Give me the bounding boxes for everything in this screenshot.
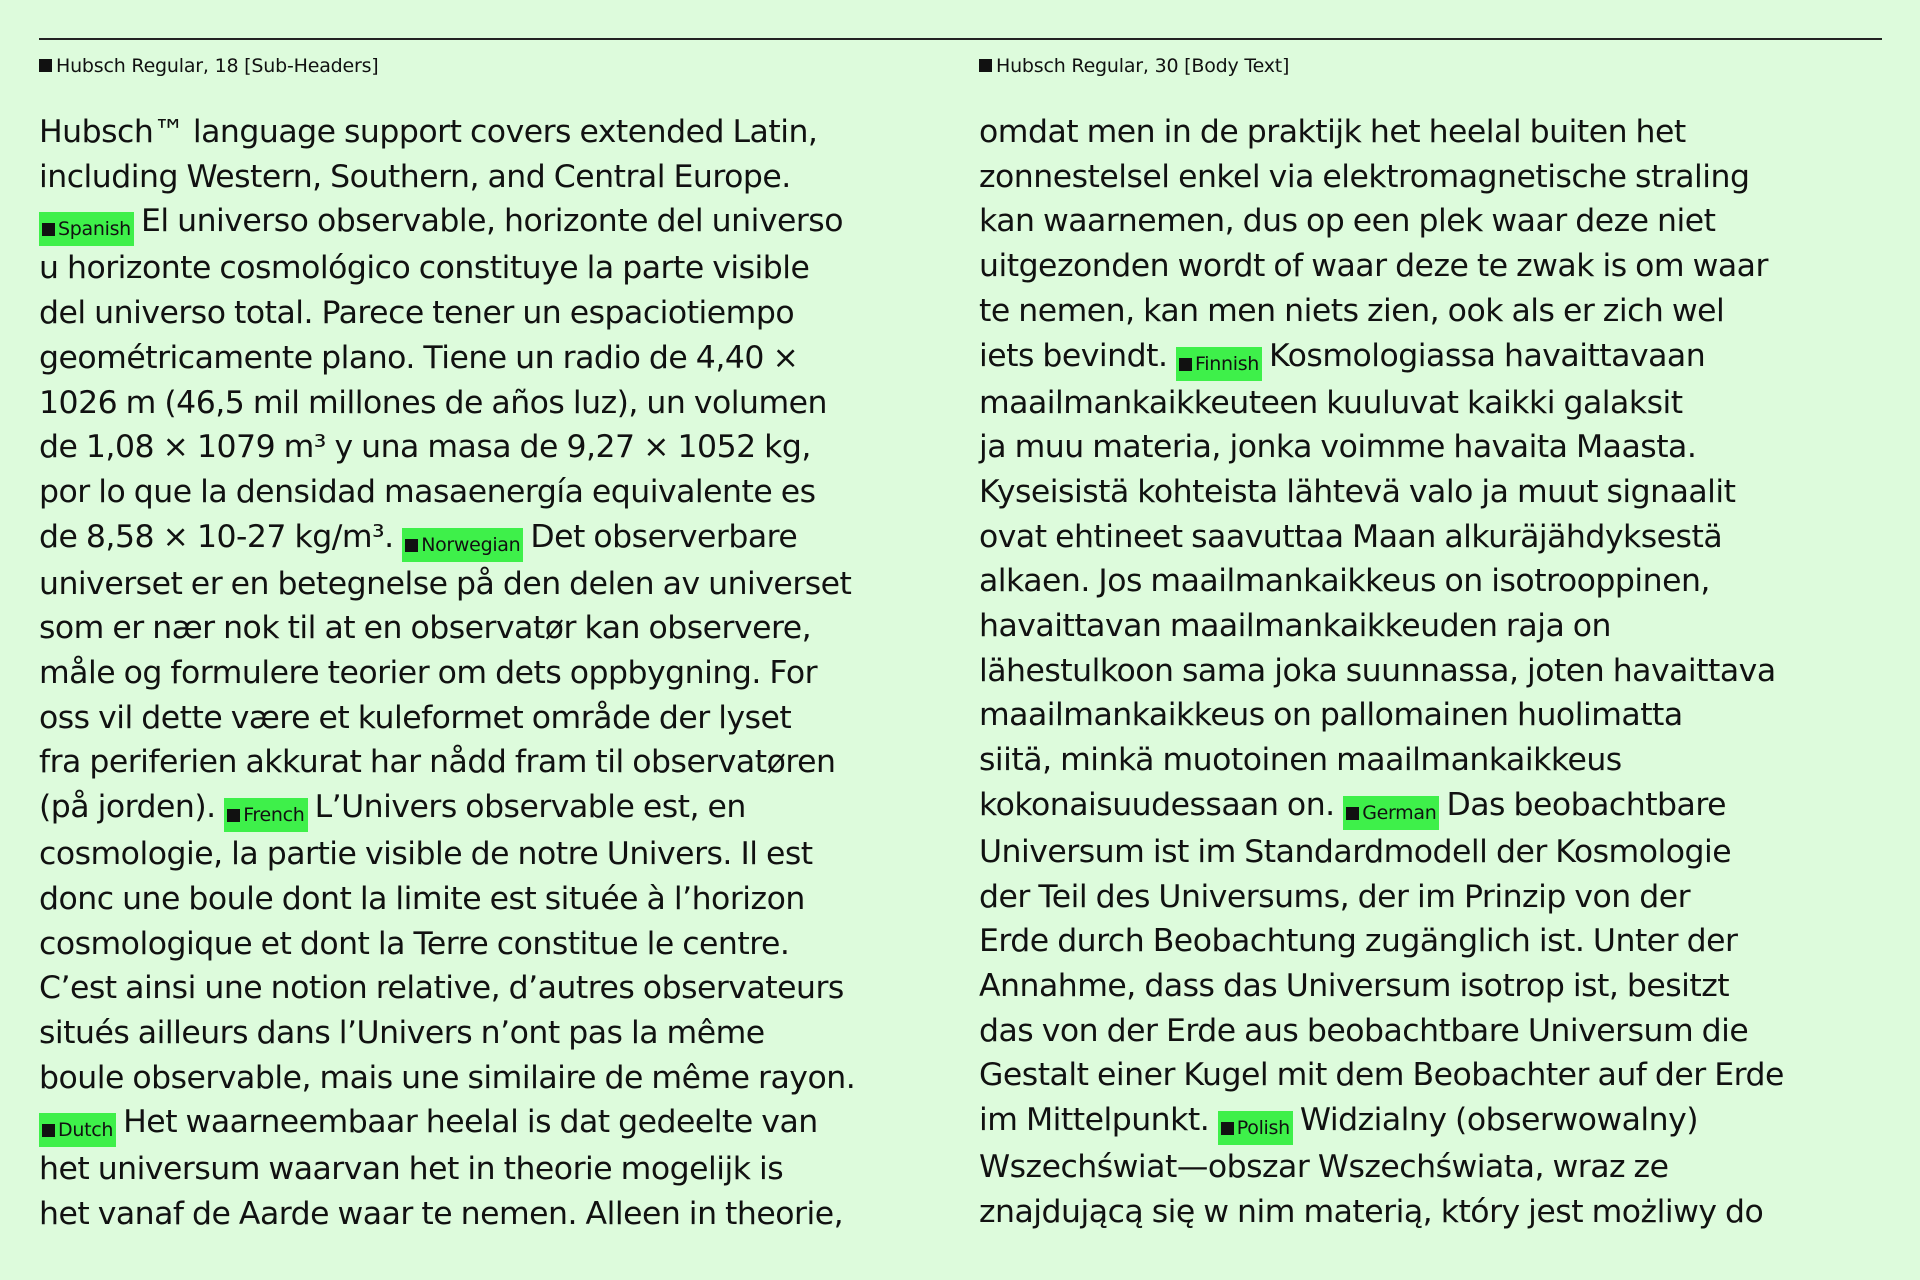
text-line <box>39 606 959 651</box>
text-line <box>39 110 959 155</box>
line-text: ja muu materia, jonka voimme havaita Maasta. <box>979 429 1697 466</box>
square-bullet-icon <box>42 1124 55 1137</box>
text-line <box>39 336 959 381</box>
language-tag <box>1218 1111 1293 1145</box>
line-text-after-tag: Det observerbare <box>530 518 798 555</box>
text-line <box>979 559 1899 604</box>
language-tag <box>224 798 307 832</box>
right-caption-text: Hubsch Regular, 30 [Body Text] <box>996 55 1290 77</box>
text-line <box>979 964 1899 1009</box>
text-line <box>39 381 959 426</box>
line-text: cosmologique et dont la Terre constitue le centre. <box>39 925 790 962</box>
square-bullet-icon <box>405 539 418 552</box>
language-tag-label: Spanish <box>58 218 131 241</box>
right-body-text <box>979 110 1899 1234</box>
line-text: Erde durch Beobachtung zugänglich ist. Unter der <box>979 923 1738 960</box>
line-text: maailmankaikkeuteen kuuluvat kaikki galaksit <box>979 384 1683 421</box>
text-line <box>39 470 959 515</box>
text-line <box>979 381 1899 426</box>
square-bullet-icon <box>979 59 992 72</box>
text-line <box>39 785 959 832</box>
line-text: C’est ainsi une notion relative, d’autres observateurs <box>39 970 844 1007</box>
line-text: por lo que la densidad masaenergía equivalente es <box>39 473 816 510</box>
left-column <box>39 54 959 1237</box>
left-caption-text: Hubsch Regular, 18 [Sub-Headers] <box>56 55 379 77</box>
text-line <box>979 875 1899 920</box>
text-line <box>979 425 1899 470</box>
text-line <box>979 783 1899 830</box>
right-column <box>979 54 1899 1234</box>
line-text: Kyseisistä kohteista lähtevä valo ja muut signaalit <box>979 473 1736 510</box>
line-text: het vanaf de Aarde waar te nemen. Alleen in theorie, <box>39 1196 844 1233</box>
line-text: havaittavan maailmankaikkeuden raja on <box>979 608 1611 645</box>
line-text: situés ailleurs dans l’Univers n’ont pas la même <box>39 1014 765 1051</box>
text-line <box>979 470 1899 515</box>
line-text: Wszechświat—obszar Wszechświata, wraz ze <box>979 1149 1669 1186</box>
text-line <box>979 649 1899 694</box>
line-text: måle og formulere teorier om dets oppbygning. For <box>39 655 818 692</box>
line-text: te nemen, kan men niets zien, ook als er zich wel <box>979 292 1725 329</box>
text-line <box>39 1147 959 1192</box>
line-text-after-tag: L’Univers observable est, en <box>314 789 746 826</box>
text-line <box>979 830 1899 875</box>
text-line <box>39 425 959 470</box>
line-text: kokonaisuudessaan on. <box>979 786 1335 823</box>
line-text: oss vil dette være et kuleformet område der lyset <box>39 699 792 736</box>
text-line <box>39 155 959 200</box>
text-line <box>39 1100 959 1147</box>
language-tag-label: German <box>1362 801 1437 824</box>
line-text: ovat ehtineet saavuttaa Maan alkuräjähdyksestä <box>979 518 1723 555</box>
square-bullet-icon <box>39 59 52 72</box>
text-line <box>39 740 959 785</box>
top-rule <box>39 38 1882 40</box>
text-line <box>39 696 959 741</box>
line-text: universet er en betegnelse på den delen av universet <box>39 565 852 602</box>
text-line <box>979 1009 1899 1054</box>
text-line <box>39 562 959 607</box>
line-text: omdat men in de praktijk het heelal buiten het <box>979 114 1686 150</box>
square-bullet-icon <box>1346 807 1359 820</box>
text-line <box>39 291 959 336</box>
line-text: im Mittelpunkt. <box>979 1102 1210 1139</box>
language-tag <box>1176 347 1262 381</box>
line-text: Hubsch™ language support covers extended Latin, <box>39 114 818 150</box>
language-tag-label: Dutch <box>58 1119 114 1142</box>
text-line <box>979 244 1899 289</box>
text-line <box>979 693 1899 738</box>
language-tag <box>39 212 134 246</box>
text-line <box>979 1145 1899 1190</box>
line-text: iets bevindt. <box>979 337 1168 374</box>
left-caption <box>39 54 959 78</box>
line-text-after-tag: Widzialny (obserwowalny) <box>1299 1102 1699 1139</box>
text-line <box>39 832 959 877</box>
text-line <box>979 738 1899 783</box>
line-text: uitgezonden wordt of waar deze te zwak is om waar <box>979 248 1768 285</box>
square-bullet-icon <box>1221 1122 1234 1135</box>
line-text: het universum waarvan het in theorie mogelijk is <box>39 1151 784 1188</box>
text-line <box>979 1053 1899 1098</box>
line-text: zonnestelsel enkel via elektromagnetische straling <box>979 158 1750 195</box>
text-line <box>39 246 959 291</box>
text-line <box>979 1098 1899 1145</box>
text-line <box>979 110 1899 155</box>
line-text: donc une boule dont la limite est située à l’horizon <box>39 880 805 917</box>
text-line <box>979 199 1899 244</box>
text-line <box>39 966 959 1011</box>
square-bullet-icon <box>1179 358 1192 371</box>
text-line <box>39 1056 959 1101</box>
line-text: der Teil des Universums, der im Prinzip von der <box>979 878 1691 915</box>
line-text: u horizonte cosmológico constituye la parte visible <box>39 250 810 287</box>
left-body-text <box>39 110 959 1237</box>
language-tag-label: French <box>243 804 305 827</box>
line-text: (på jorden). <box>39 789 216 826</box>
text-line <box>979 334 1899 381</box>
text-line <box>39 1192 959 1237</box>
line-text: siitä, minkä muotoinen maailmankaikkeus <box>979 742 1622 779</box>
line-text: boule observable, mais une similaire de même rayon. <box>39 1059 856 1096</box>
line-text-after-tag: Kosmologiassa havaittavaan <box>1269 337 1706 374</box>
line-text: geométricamente plano. Tiene un radio de 4,40 × <box>39 339 799 376</box>
text-line <box>39 1011 959 1056</box>
square-bullet-icon <box>227 809 240 822</box>
text-line <box>979 515 1899 560</box>
text-line <box>979 919 1899 964</box>
line-text: Annahme, dass das Universum isotrop ist, besitzt <box>979 967 1730 1004</box>
line-text: Het waarneembaar heelal is dat gedeelte van <box>123 1104 818 1141</box>
line-text: Gestalt einer Kugel mit dem Beobachter auf der Erde <box>979 1057 1784 1094</box>
line-text: fra periferien akkurat har nådd fram til observatøren <box>39 744 836 781</box>
line-text: lähestulkoon sama joka suunnassa, joten havaittava <box>979 652 1776 689</box>
text-line <box>979 155 1899 200</box>
text-line <box>39 199 959 246</box>
line-text: de 8,58 × 10-27 kg/m³. <box>39 518 394 555</box>
line-text: 1026 m (46,5 mil millones de años luz), un volumen <box>39 384 828 421</box>
line-text: del universo total. Parece tener un espaciotiempo <box>39 295 795 332</box>
text-line <box>979 1190 1899 1235</box>
line-text-after-tag: Das beobachtbare <box>1446 786 1726 823</box>
line-text: alkaen. Jos maailmankaikkeus on isotrooppinen, <box>979 563 1710 600</box>
line-text: kan waarnemen, dus op een plek waar deze niet <box>979 203 1716 240</box>
language-tag-label: Polish <box>1236 1117 1290 1140</box>
language-tag-label: Norwegian <box>421 533 521 556</box>
line-text: som er nær nok til at en observatør kan observere, <box>39 610 812 647</box>
text-line <box>39 922 959 967</box>
line-text: El universo observable, horizonte del universo <box>140 203 843 240</box>
line-text: maailmankaikkeus on pallomainen huolimatta <box>979 697 1683 734</box>
square-bullet-icon <box>42 223 55 236</box>
language-tag <box>1343 796 1439 830</box>
right-caption <box>979 54 1899 78</box>
text-line <box>39 877 959 922</box>
line-text: das von der Erde aus beobachtbare Universum die <box>979 1012 1749 1049</box>
language-tag <box>39 1113 116 1147</box>
line-text: znajdującą się w nim materią, który jest możliwy do <box>979 1193 1764 1230</box>
text-line <box>979 289 1899 334</box>
line-text: Universum ist im Standardmodell der Kosmologie <box>979 833 1732 870</box>
language-tag-label: Finnish <box>1195 352 1260 375</box>
line-text: including Western, Southern, and Central Europe. <box>39 158 791 195</box>
line-text: de 1,08 × 1079 m³ y una masa de 9,27 × 1052 kg, <box>39 429 811 466</box>
text-line <box>979 604 1899 649</box>
line-text: cosmologie, la partie visible de notre Univers. Il est <box>39 836 813 873</box>
language-tag <box>402 528 523 562</box>
text-line <box>39 515 959 562</box>
text-line <box>39 651 959 696</box>
